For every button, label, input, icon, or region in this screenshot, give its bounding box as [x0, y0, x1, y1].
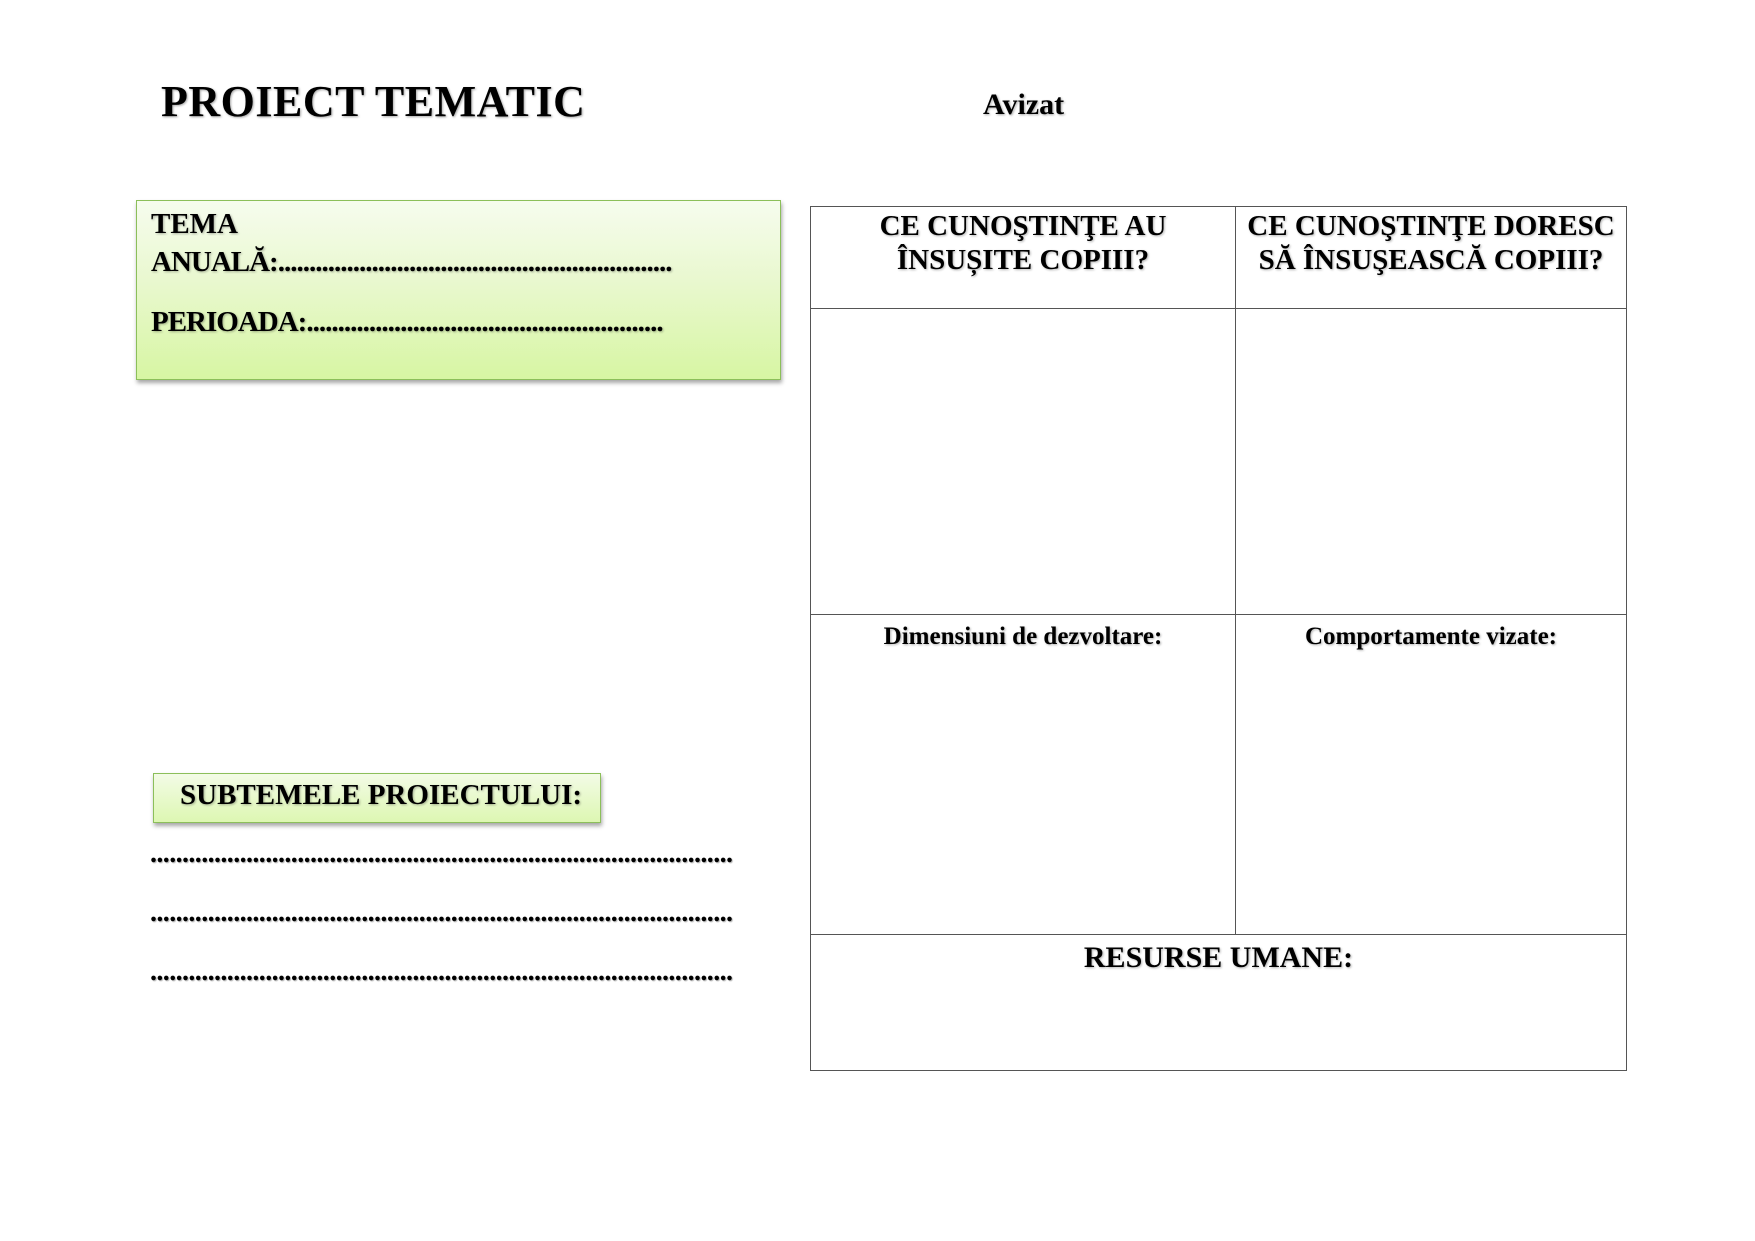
project-grid-table — [810, 206, 1627, 1071]
period-field[interactable]: PERIOADA:......................................................... — [151, 306, 663, 338]
human-resources-cell[interactable]: RESURSE UMANE: — [811, 935, 1627, 1071]
approval-label: Avizat — [983, 88, 1065, 121]
subtopic-line-1[interactable]: ........................................................................................... — [150, 838, 733, 869]
tema-label: TEMA — [151, 208, 238, 240]
tema-annual-field[interactable]: ANUALĂ:............................................................... — [151, 246, 672, 278]
subtopics-label-box: SUBTEMELE PROIECTULUI: — [153, 773, 601, 823]
subtopic-line-2[interactable]: ........................................................................................... — [150, 897, 733, 928]
known-knowledge-header: CE CUNOŞTINŢE AU ÎNSUȘITE COPIII? — [811, 207, 1236, 309]
desired-knowledge-header: CE CUNOŞTINŢE DORESC SĂ ÎNSUŞEASCĂ COPIII? — [1236, 207, 1627, 309]
development-dimensions-cell[interactable]: Dimensiuni de dezvoltare: — [811, 615, 1236, 935]
target-behaviors-cell[interactable]: Comportamente vizate: — [1236, 615, 1627, 935]
known-knowledge-cell[interactable] — [811, 309, 1236, 615]
subtopic-line-3[interactable]: ........................................................................................... — [150, 956, 733, 987]
tema-box — [136, 200, 781, 380]
page-title: PROIECT TEMATIC — [161, 77, 586, 126]
desired-knowledge-cell[interactable] — [1236, 309, 1627, 615]
